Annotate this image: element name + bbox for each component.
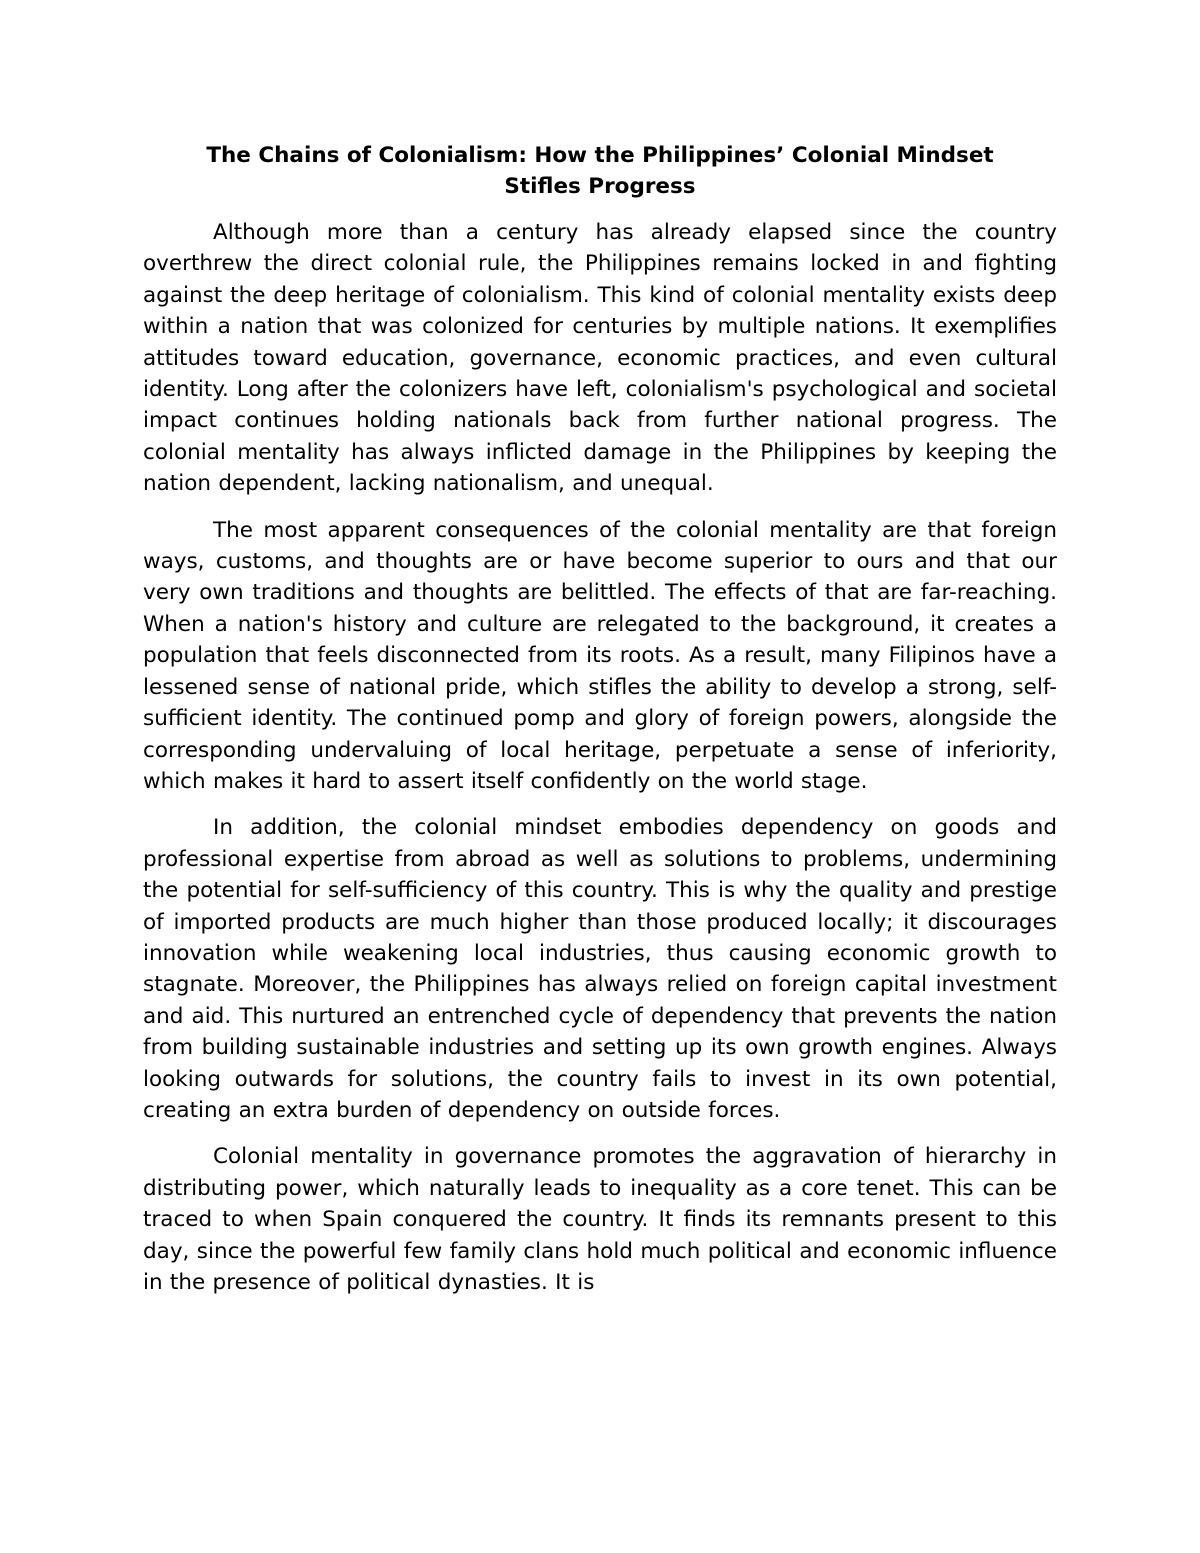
paragraph-2: The most apparent consequences of the colonial mentality are that foreign ways, customs, and thoughts are or have become superior to ours and that our very own traditions and thoughts are belittled. The effects of that are far-reaching. When a nation's history and culture are relegated to the background, it creates a population that feels disconnected from its roots. As a result, many Filipinos have a lessened sense of national pride, which stifles the ability to develop a strong, self-sufficient identity. The continued pomp and glory of foreign powers, alongside the corresponding undervaluing of local heritage, perpetuate a sense of inferiority, which makes it hard to assert itself confidently on the world stage.	[143, 517, 1057, 794]
paragraph-3: In addition, the colonial mindset embodies dependency on goods and professional expertise from abroad as well as solutions to problems, undermining the potential for self-sufficiency of this country. This is why the quality and prestige of imported products are much higher than those produced locally; it discourages innovation while weakening local industries, thus causing economic growth to stagnate. Moreover, the Philippines has always relied on foreign capital investment and aid. This nurtured an entrenched cycle of dependency that prevents the nation from building sustainable industries and setting up its own growth engines. Always looking outwards for solutions, the country fails to invest in its own potential, creating an extra burden of dependency on outside forces.	[143, 815, 1057, 1123]
paragraph-1: Although more than a century has already elapsed since the country overthrew the direct colonial rule, the Philippines remains locked in and fighting against the deep heritage of colonialism. This kind of colonial mentality exists deep within a nation that was colonized for centuries by multiple nations. It exemplifies attitudes toward education, governance, economic practices, and even cultural identity. Long after the colonizers have left, colonialism's psychological and societal impact continues holding nationals back from further national progress. The colonial mentality has always inflicted damage in the Philippines by keeping the nation dependent, lacking nationalism, and unequal.	[143, 220, 1057, 497]
paragraph-4: Colonial mentality in governance promotes the aggravation of hierarchy in distributing power, which naturally leads to inequality as a core tenet. This can be traced to when Spain conquered the country. It finds its remnants present to this day, since the powerful few family clans hold much political and economic influence in the presence of political dynasties. It is	[143, 1144, 1057, 1295]
title-line-2: Stifles Progress	[504, 174, 696, 199]
title-line-1: The Chains of Colonialism: How the Philippines’ Colonial Mindset	[206, 143, 994, 168]
document-body	[143, 217, 1057, 1298]
document-title	[143, 140, 1057, 202]
